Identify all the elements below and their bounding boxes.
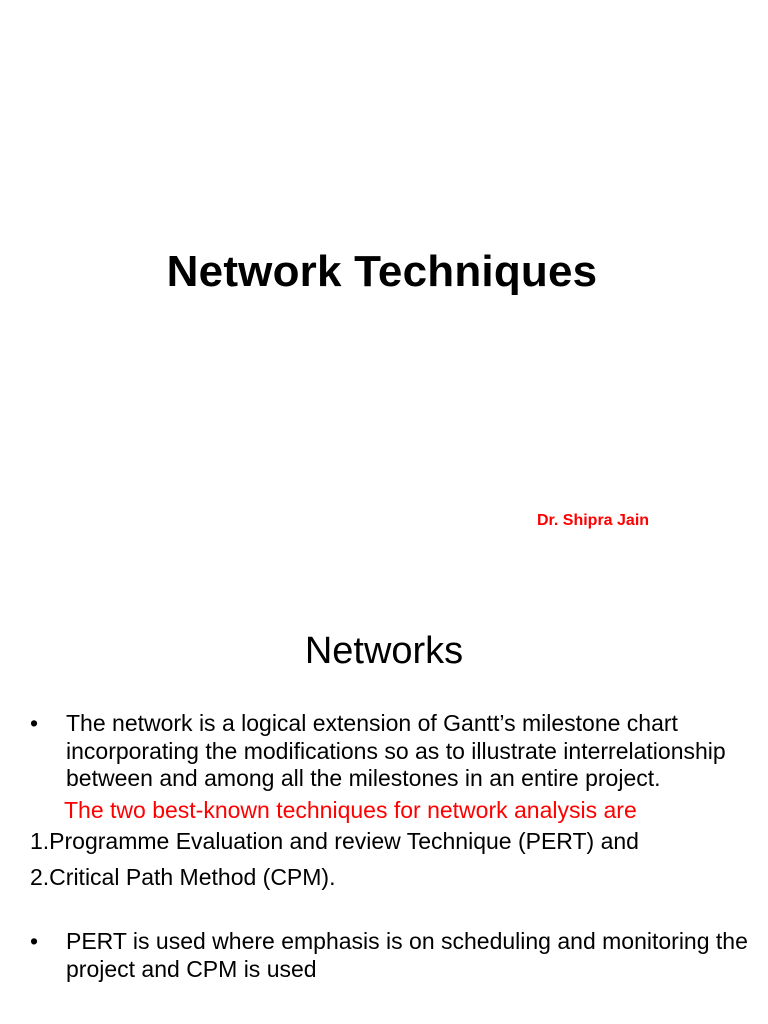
bullet-item [30,710,765,793]
bullet-text: PERT is used where emphasis is on scheduling and monitoring the project and CPM is used [66,928,748,982]
highlight-line: The two best-known techniques for network analysis are [64,796,637,823]
bullet-text: The network is a logical extension of Gantt’s milestone chart incorporating the modifications so as to illustrate interrelationship between and among all the milestones in an entire project. [66,710,726,791]
bullet-marker: • [30,710,39,736]
spacer [30,891,765,928]
slide-heading: Networks [304,630,464,672]
bullet-item [30,928,765,983]
content-slide [0,576,768,1024]
slide-body [30,710,765,983]
author-name: Dr. Shipra Jain [537,512,650,529]
numbered-item-1: 1.Programme Evaluation and review Technique (PERT) and [30,828,639,854]
bullet-marker: • [30,928,39,954]
numbered-item-2: 2.Critical Path Method (CPM). [30,863,336,890]
slide-title: Network Techniques [166,247,598,296]
